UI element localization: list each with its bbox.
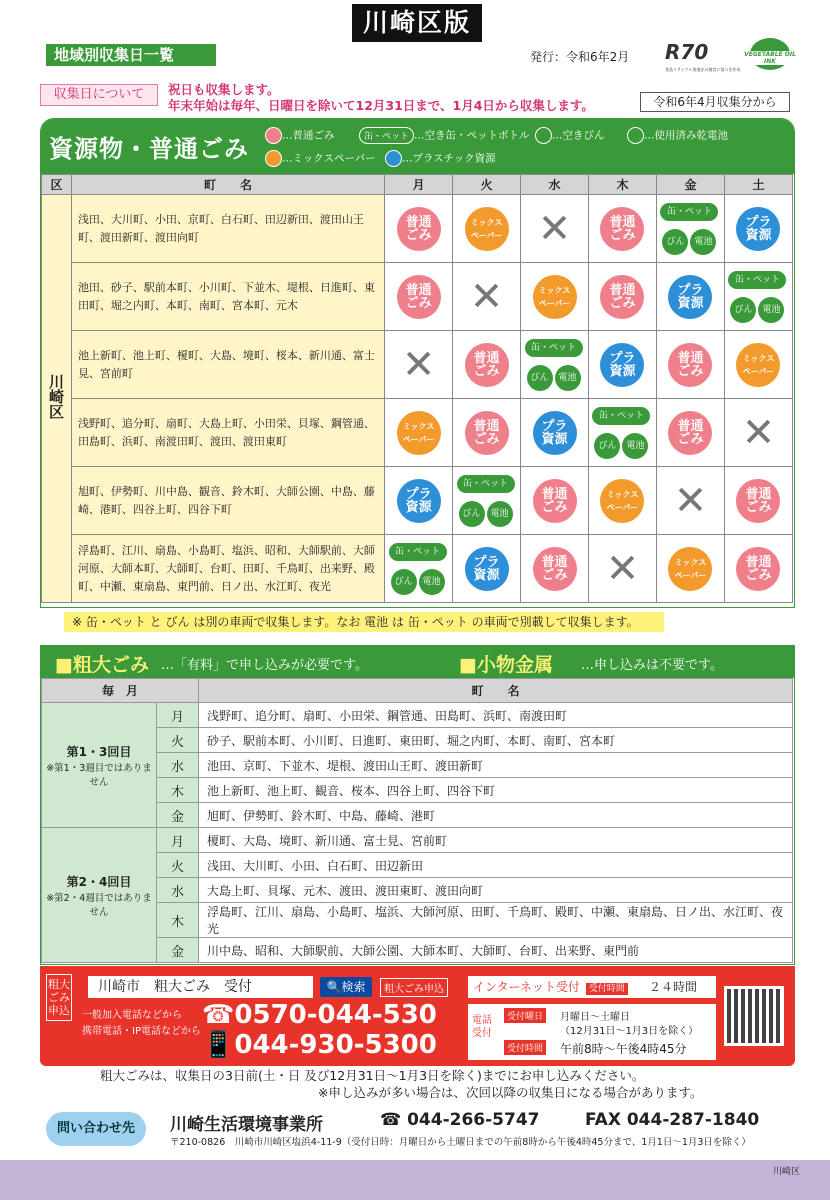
bulky-towns: 浅田、大川町、小田、白石町、田辺新田 [199, 853, 793, 878]
group-2: 第2・4回目 ※第2・4週目ではありません [42, 828, 157, 963]
weekday: 水 [157, 753, 199, 778]
deadline-sub: ※申し込みが多い場合は、次回以降の収集日になる場合があります。 [318, 1085, 703, 1100]
area-name: 川崎区 [42, 195, 72, 603]
office-fax: FAX 044-287-1840 [585, 1110, 760, 1130]
table-row [42, 535, 793, 603]
search-button[interactable]: 🔍検索 [320, 977, 372, 997]
phone2-label: 携帯電話・IP電話などから [82, 1026, 201, 1037]
weekday: 木 [157, 903, 199, 938]
table-row [42, 263, 793, 331]
footer-band [0, 1160, 830, 1200]
futsu-badge: 普通 ごみ [533, 479, 577, 523]
town-list: 池上新町、池上町、榎町、大島、境町、桜本、新川通、富士見、宮前町 [71, 331, 384, 399]
kan-bin-denchi-badge: 缶・ペット びん 電池 [455, 473, 519, 529]
contact-box [40, 1106, 795, 1154]
deadline-note: 粗大ごみは、収集日の3日前(土・日 及び12月31日～1月3日を除く)までにお申し込みください。 [100, 1068, 645, 1083]
weekday: 金 [157, 803, 199, 828]
pura-badge: プラ 資源 [668, 275, 712, 319]
bulky-section [40, 645, 795, 965]
kan-bin-denchi-badge: 缶・ペット びん 電池 [387, 541, 451, 597]
about-line1: 祝日も収集します。 [168, 82, 280, 97]
bulky-towns: 大島上町、貝塚、元木、渡田、渡田東町、渡田向町 [199, 878, 793, 903]
edition-badge: 川崎区版 [352, 4, 482, 42]
futsu-badge: 普通 ごみ [668, 411, 712, 455]
office-tel[interactable]: ☎ 044-266-5747 [380, 1110, 540, 1130]
pura-badge: プラ 資源 [600, 343, 644, 387]
weekday: 水 [157, 878, 199, 903]
town-list: 旭町、伊勢町、川中島、観音、鈴木町、大師公園、中島、藤崎、港町、四谷上町、四谷下町 [71, 467, 384, 535]
futsu-badge: 普通 ごみ [397, 275, 441, 319]
weekday: 火 [157, 728, 199, 753]
weekday: 月 [157, 828, 199, 853]
table-row [42, 467, 793, 535]
resource-header [41, 119, 794, 174]
futsu-badge: 普通 ごみ [668, 343, 712, 387]
futsu-badge: 普通 ごみ [600, 275, 644, 319]
no-collection-mark: ✕ [605, 545, 640, 592]
internet-info: インターネット受付 受付時間 ２４時間 [468, 976, 716, 998]
footer-label: 川崎区 [772, 1167, 800, 1177]
legend-denchi: …使用済み乾電池 [627, 127, 728, 144]
col-sat: 土 [724, 175, 792, 195]
search-input[interactable]: 川崎市 粗大ごみ 受付 [88, 976, 313, 998]
bulky-towns: 旭町、伊勢町、鈴木町、中島、藤崎、港町 [199, 803, 793, 828]
contact-label: 問い合わせ先 [46, 1112, 146, 1146]
col-wed: 水 [521, 175, 589, 195]
main-title: 地域別収集日一覧 [46, 44, 216, 66]
town-list: 浅田、大川町、小田、京町、白石町、田辺新田、渡田山王町、渡田新町、渡田向町 [71, 195, 384, 263]
table-row [42, 331, 793, 399]
metal-title: ■小物金属 [459, 654, 553, 676]
col-area: 区 [42, 175, 72, 195]
pura-badge: プラ 資源 [533, 411, 577, 455]
bulky-title: ■粗大ごみ [55, 654, 149, 676]
bulky-towns: 榎町、大島、境町、新川通、富士見、宮前町 [199, 828, 793, 853]
weekday: 木 [157, 778, 199, 803]
bulky-towns: 浮島町、江川、扇島、小島町、塩浜、大師河原、田町、千鳥町、殿町、中瀬、東扇島、日ノ出、水江町、夜光 [199, 903, 793, 938]
legend-mix: …ミックスペーパー [265, 150, 376, 167]
no-collection-mark: ✕ [537, 205, 572, 252]
table-row [42, 703, 793, 728]
futsu-badge: 普通 ごみ [533, 547, 577, 591]
kan-bin-denchi-badge: 缶・ペット びん 電池 [523, 337, 587, 393]
mix-badge: ミックス ペーパー [533, 275, 577, 319]
mix-badge: ミックス ペーパー [600, 479, 644, 523]
futsu-badge: 普通 ごみ [736, 547, 780, 591]
office-name: 川崎生活環境事業所 [170, 1115, 323, 1135]
col-bulky-town: 町 名 [199, 679, 793, 703]
kan-bin-denchi-badge: 缶・ペット びん 電池 [726, 269, 790, 325]
town-list: 池田、砂子、駅前本町、小川町、下並木、堤根、日進町、東田町、堀之内町、本町、南町、宮本町、元木 [71, 263, 384, 331]
mix-badge: ミックス ペーパー [397, 411, 441, 455]
legend-pura: …プラスチック資源 [385, 150, 496, 167]
town-list: 浮島町、江川、扇島、小島町、塩浜、昭和、大師駅前、大師河原、大師本町、大師町、台町、田町、千鳥町、出来野、殿町、中瀬、東扇島、東門前、日ノ出、水江町、夜光 [71, 535, 384, 603]
mix-badge: ミックス ペーパー [465, 207, 509, 251]
about-label: 収集日について [40, 84, 158, 106]
collection-note: ※ 缶・ペット と びん は別の車両で収集します。なお 電池 は 缶・ペット の車両で別載して収集します。 [64, 612, 664, 632]
kan-bin-denchi-badge: 缶・ペット びん 電池 [590, 405, 654, 461]
futsu-badge: 普通 ごみ [600, 207, 644, 251]
group-1: 第1・3回目 ※第1・3週目ではありません [42, 703, 157, 828]
tel-info: 電話受付 受付曜日 月曜日～土曜日 （12月31日～1月3日を除く） 受付時間 午前8時～午後4時45分 [468, 1004, 716, 1060]
no-collection-mark: ✕ [741, 409, 776, 456]
table-row [42, 195, 793, 263]
search-mark: 粗大ごみ申込 [380, 978, 448, 997]
futsu-badge: 普通 ごみ [465, 411, 509, 455]
bulky-table [41, 678, 793, 963]
phone1-label: 一般加入電話などから [82, 1010, 182, 1021]
bulky-sub: …「有料」で申し込みが必要です。 [161, 658, 368, 673]
table-row [42, 399, 793, 467]
office-address: 〒210-0826 川崎市川崎区塩浜4-11-9（受付日時：月曜日から土曜日までの午前8時から午後4時45分まで、1月1日～1月3日を除く） [170, 1137, 751, 1148]
legend-bin: …空きびん [535, 127, 605, 144]
futsu-badge: 普通 ごみ [736, 479, 780, 523]
col-month: 毎 月 [42, 679, 199, 703]
phone2-number[interactable]: 📱044-930-5300 [202, 1030, 437, 1060]
effective-from: 令和6年4月収集分から [640, 92, 790, 112]
kan-bin-denchi-badge: 缶・ペット びん 電池 [658, 201, 722, 257]
futsu-badge: 普通 ごみ [397, 207, 441, 251]
table-row [42, 828, 793, 853]
legend-futsu: …普通ごみ [265, 127, 335, 144]
application-box [40, 966, 795, 1066]
col-thu: 木 [589, 175, 657, 195]
resource-title: 資源物・普通ごみ [49, 135, 249, 163]
mix-badge: ミックス ペーパー [736, 343, 780, 387]
resource-table [41, 174, 793, 603]
futsu-badge: 普通 ごみ [465, 343, 509, 387]
qr-code[interactable] [724, 986, 784, 1046]
weekday: 月 [157, 703, 199, 728]
weekday: 金 [157, 938, 199, 963]
bulky-towns: 川中島、昭和、大師駅前、大師公園、大師本町、大師町、台町、出来野、東門前 [199, 938, 793, 963]
vegetable-oil-ink-logo: VEGETABLE OIL INK [750, 38, 790, 70]
town-list: 浅野町、追分町、扇町、大島上町、小田栄、貝塚、鋼管通、田島町、浜町、南渡田町、渡田、渡田東町 [71, 399, 384, 467]
about-line2: 年末年始は毎年、日曜日を除いて12月31日まで、1月4日から収集します。 [168, 98, 594, 113]
mix-badge: ミックス ペーパー [668, 547, 712, 591]
no-collection-mark: ✕ [469, 273, 504, 320]
bulky-towns: 浅野町、追分町、扇町、小田栄、鋼管通、田島町、浜町、南渡田町 [199, 703, 793, 728]
phone1-number[interactable]: ☎0570-044-530 [202, 1000, 437, 1030]
legend-kan: 缶・ペット …空き缶・ペットボトル [359, 127, 530, 144]
bulky-header [41, 646, 794, 678]
pura-badge: プラ 資源 [465, 547, 509, 591]
no-collection-mark: ✕ [673, 477, 708, 524]
pura-badge: プラ 資源 [736, 207, 780, 251]
issued-date: 発行：令和6年2月 [530, 50, 630, 64]
metal-sub: …申し込みは不要です。 [581, 658, 723, 673]
bulky-towns: 砂子、駅前本町、小川町、日進町、東田町、堀之内町、本町、南町、宮本町 [199, 728, 793, 753]
weekday: 火 [157, 853, 199, 878]
pura-badge: プラ 資源 [397, 479, 441, 523]
col-town: 町 名 [71, 175, 384, 195]
bulky-towns: 池田、京町、下並木、堤根、渡田山王町、渡田新町 [199, 753, 793, 778]
no-collection-mark: ✕ [401, 341, 436, 388]
col-tue: 火 [453, 175, 521, 195]
resource-section [40, 118, 795, 608]
application-label: 粗大ごみ申込 [46, 974, 72, 1021]
col-mon: 月 [385, 175, 453, 195]
bulky-towns: 池上新町、池上町、観音、桜本、四谷上町、四谷下町 [199, 778, 793, 803]
col-fri: 金 [656, 175, 724, 195]
r70-logo: R70 食品リサイクル推進法の趣旨に基づき作成 [665, 40, 741, 72]
